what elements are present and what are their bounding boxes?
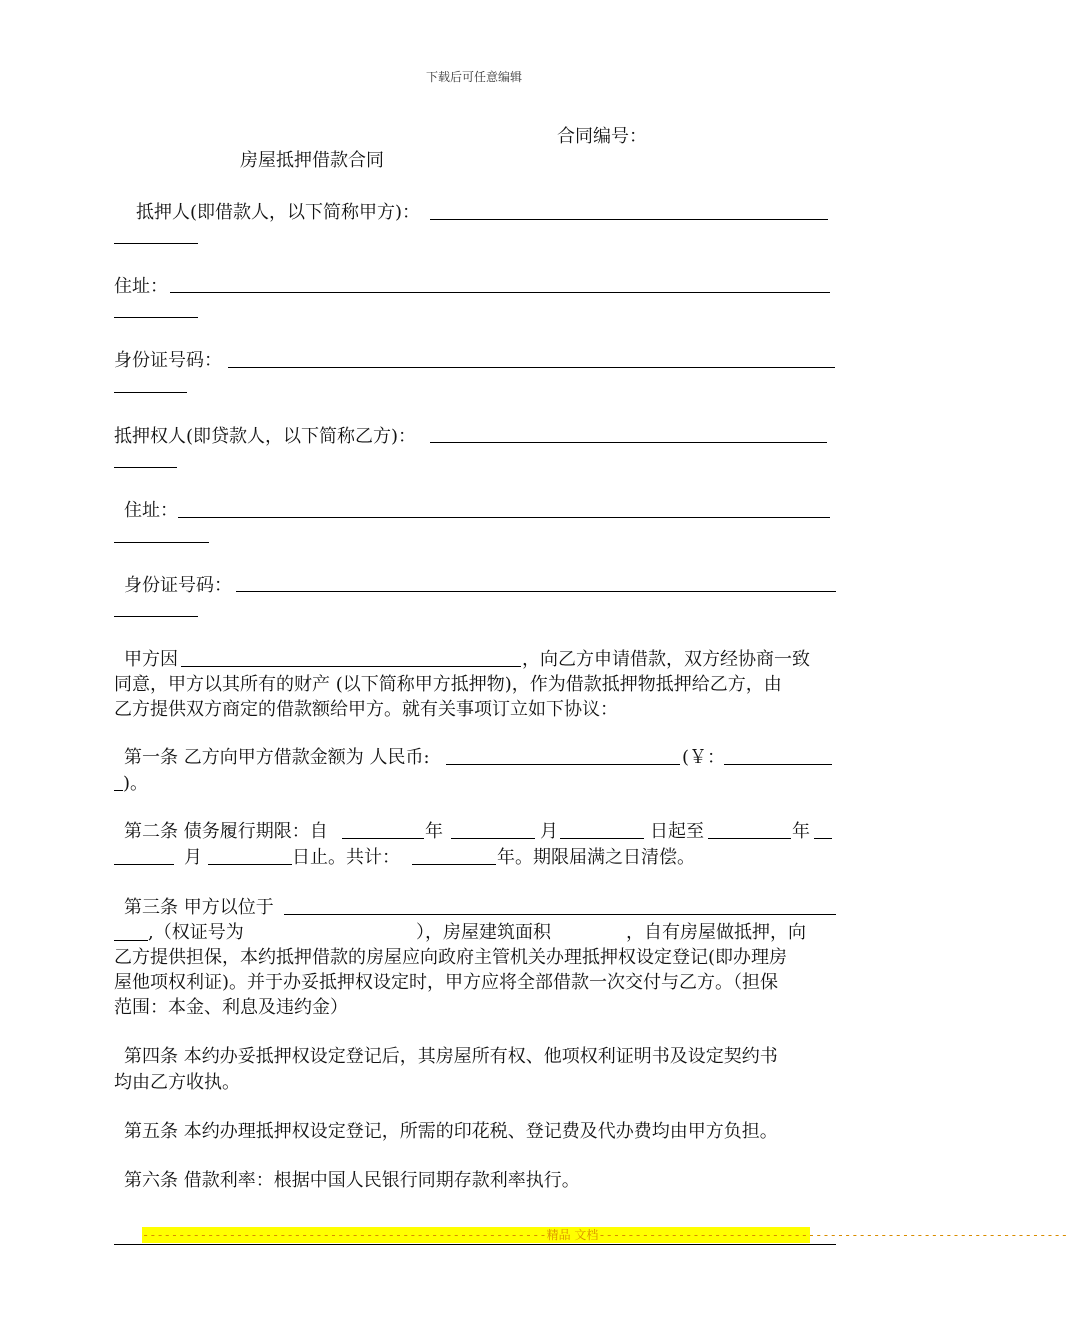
intro-reason-blank[interactable]: [181, 666, 521, 667]
header-note: 下载后可任意编辑: [426, 70, 523, 84]
article-2-day-to-label: 日止。共计：: [292, 847, 400, 868]
mortgagor-id-label: 身份证号码：: [114, 350, 222, 371]
article-2-start-month-blank[interactable]: [451, 838, 535, 839]
article-3-location-blank-cont[interactable]: [114, 940, 148, 941]
footer-dashes-left: --------------------------------------------------------: [142, 1228, 547, 1242]
article-3-mortgage-text: ，自有房屋做抵押，向: [626, 922, 806, 943]
article-2-end-year-blank[interactable]: [708, 838, 791, 839]
document-title: 房屋抵押借款合同: [240, 150, 384, 171]
article-2-end-month-blank-cont[interactable]: [114, 864, 174, 865]
mortgagee-address-blank[interactable]: [178, 517, 830, 518]
article-3-cert-label: ,（权证号为: [148, 922, 244, 943]
article-3-line-4: 屋他项权利证)。并于办妥抵押权设定时，甲方应将全部借款一次交付与乙方。（担保: [114, 972, 779, 993]
article-3-location-blank[interactable]: [284, 914, 836, 915]
article-2-start-year-blank[interactable]: [342, 838, 424, 839]
mortgagor-label: 抵押人(即借款人，以下简称甲方)：: [136, 202, 421, 223]
mortgagor-blank-line[interactable]: [430, 219, 828, 220]
article-2-month2-label: 月: [184, 847, 202, 868]
article-3-start: 第三条 甲方以位于: [124, 897, 274, 918]
article-2-end-month-blank[interactable]: [814, 838, 832, 839]
mortgagor-id-blank[interactable]: [228, 367, 835, 368]
intro-line-3: 乙方提供双方商定的借款额给甲方。就有关事项订立如下协议：: [114, 699, 618, 720]
article-2-start: 第二条 债务履行期限：自: [124, 821, 328, 842]
mortgagor-address-label: 住址：: [114, 276, 168, 297]
article-3-line-5: 范围：本金、利息及违约金）: [114, 997, 348, 1018]
article-2-start-day-blank[interactable]: [560, 838, 644, 839]
article-2-year2-label: 年: [792, 821, 810, 842]
mortgagee-label: 抵押权人(即贷款人，以下简称乙方)：: [114, 426, 417, 447]
article-5: 第五条 本约办理抵押权设定登记，所需的印花税、登记费及代办费均由甲方负担。: [124, 1121, 778, 1142]
mortgagee-id-label: 身份证号码：: [124, 575, 232, 596]
article-2-month-label: 月: [540, 821, 558, 842]
mortgagee-blank-line[interactable]: [430, 442, 827, 443]
mortgagee-blank-line-cont[interactable]: [114, 467, 177, 468]
mortgagor-address-blank[interactable]: [170, 292, 830, 293]
mortgagee-id-blank[interactable]: [236, 591, 836, 592]
article-2-end-day-blank[interactable]: [208, 864, 292, 865]
contract-number-label: 合同编号：: [557, 126, 647, 147]
article-3-area-label: ），房屋建筑面积: [416, 922, 551, 943]
footer-rule: [114, 1244, 836, 1245]
article-1-close: )。: [123, 773, 149, 794]
article-2-year-label: 年: [425, 821, 443, 842]
article-1-amount-blank[interactable]: [446, 764, 680, 765]
mortgagee-address-blank-cont[interactable]: [114, 542, 209, 543]
footer-banner: [142, 1227, 1068, 1243]
mortgagor-blank-line-cont[interactable]: [114, 243, 198, 244]
intro-end: ，向乙方申请借款，双方经协商一致: [522, 649, 810, 670]
article-1-yen-blank[interactable]: [724, 764, 832, 765]
article-4-line-1: 第四条 本约办妥抵押权设定登记后，其房屋所有权、他项权利证明书及设定契约书: [124, 1046, 778, 1067]
article-2-total-years-blank[interactable]: [412, 864, 496, 865]
article-1-yen-blank-cont[interactable]: [114, 790, 123, 791]
mortgagee-address-label: 住址：: [124, 500, 178, 521]
article-1-text: 第一条 乙方向甲方借款金额为 人民币:: [124, 747, 430, 768]
article-3-line-3: 乙方提供担保，本约抵押借款的房屋应向政府主管机关办理抵押权设定登记(即办理房: [114, 947, 788, 968]
article-6: 第六条 借款利率：根据中国人民银行同期存款利率执行。: [124, 1170, 580, 1191]
mortgagee-id-blank-cont[interactable]: [114, 616, 198, 617]
article-2-day-from-label: 日起至: [650, 821, 704, 842]
article-1-yen-label: (￥：: [682, 747, 726, 768]
footer-dashes-right: -----------------------------------------------------------------: [598, 1228, 1068, 1242]
footer-label: 精品 文档: [546, 1228, 599, 1242]
mortgagor-id-blank-cont[interactable]: [114, 392, 187, 393]
intro-line-2: 同意，甲方以其所有的财产 (以下简称甲方抵押物)，作为借款抵押物抵押给乙方，由: [114, 674, 782, 695]
article-4-line-2: 均由乙方收执。: [114, 1072, 240, 1093]
intro-start: 甲方因: [124, 649, 178, 670]
article-2-end-text: 年。期限届满之日清偿。: [497, 847, 695, 868]
mortgagor-address-blank-cont[interactable]: [114, 317, 198, 318]
